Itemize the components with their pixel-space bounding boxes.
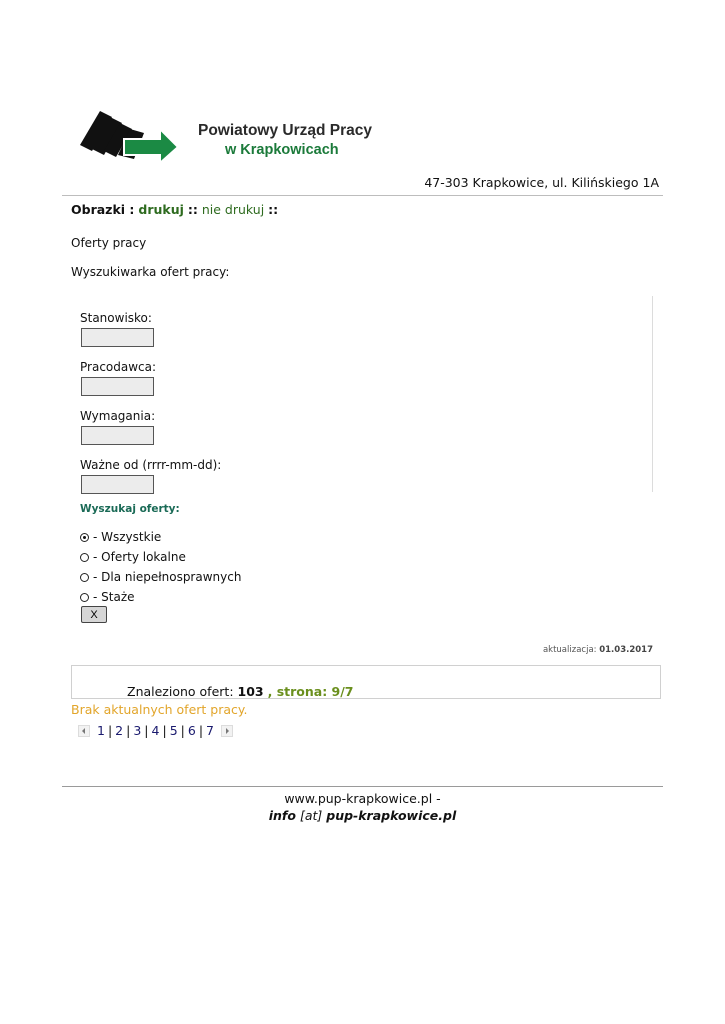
page-link[interactable]: 6 [187,723,196,738]
no-print-link[interactable]: nie drukuj [201,202,265,217]
radio-all[interactable] [80,530,161,544]
radio-unchecked-icon[interactable] [80,593,89,602]
valid-from-input[interactable] [81,475,154,494]
page-link[interactable]: 5 [169,723,178,738]
images-label: Obrazki : [71,202,135,217]
pagination [78,723,233,738]
page-link[interactable]: 3 [133,723,142,738]
position-label: Stanowisko: [80,311,152,325]
page-link[interactable]: 2 [115,723,124,738]
print-link[interactable]: drukuj [138,202,184,217]
no-results-message: Brak aktualnych ofert pracy. [71,702,248,717]
radio-internships-label: - Staże [93,590,135,604]
found-count: 103 [237,684,264,699]
page-link[interactable]: 1 [97,723,105,738]
form-border [652,296,653,492]
valid-from-label: Ważne od (rrrr-mm-dd): [80,458,222,472]
page-link[interactable]: 4 [151,723,160,738]
radio-local[interactable] [80,550,186,564]
logo-title-line2: w Krapkowicach [225,142,339,158]
prev-page-icon[interactable] [78,725,90,737]
search-engine-title: Wyszukiwarka ofert pracy: [71,265,230,279]
email-at: [at] [299,808,323,823]
update-label: aktualizacja: [542,645,597,655]
pager-separator: | [180,723,185,738]
search-offers-heading: Wyszukaj oferty: [80,503,180,515]
pager-separator: | [162,723,167,738]
email-domain: pup-krapkowice.pl [326,808,457,823]
search-submit-button[interactable]: X [81,606,107,623]
footer-site: www.pup-krapkowice.pl - [284,791,441,806]
position-input[interactable] [81,328,154,347]
employer-label: Pracodawca: [80,360,157,374]
radio-disabled-label: - Dla niepełnosprawnych [93,570,242,584]
found-label: Znaleziono ofert: [127,684,234,699]
pager-separator: | [198,723,204,738]
radio-local-label: - Oferty lokalne [93,550,186,564]
next-page-icon[interactable] [221,725,233,737]
separator: :: [187,202,198,217]
pager-separator: | [144,723,149,738]
bottom-divider [62,786,663,787]
radio-internships[interactable] [80,590,135,604]
images-toggle-row [71,202,278,217]
email-user: info [268,808,296,823]
pager-separator: | [107,723,113,738]
employer-input[interactable] [81,377,154,396]
footer-email [0,808,725,823]
radio-disabled[interactable] [80,570,241,584]
separator: :: [268,202,279,217]
last-update [543,645,653,655]
requirements-label: Wymagania: [80,409,156,423]
pager-separator: | [126,723,131,738]
radio-unchecked-icon[interactable] [80,553,89,562]
requirements-input[interactable] [81,426,154,445]
radio-checked-icon[interactable] [80,533,89,542]
results-summary [127,684,354,699]
page-title: Oferty pracy [71,236,147,250]
logo-title-line1: Powiatowy Urząd Pracy [198,122,373,139]
update-date: 01.03.2017 [599,645,653,655]
office-address: 47-303 Krapkowice, ul. Kilińskiego 1A [424,175,659,190]
page-indicator: , strona: 9/7 [267,684,354,699]
radio-all-label: - Wszystkie [93,530,162,544]
page-link[interactable]: 7 [206,723,214,738]
logo-graphic-icon [80,111,178,163]
top-divider [62,195,663,196]
radio-unchecked-icon[interactable] [80,573,89,582]
